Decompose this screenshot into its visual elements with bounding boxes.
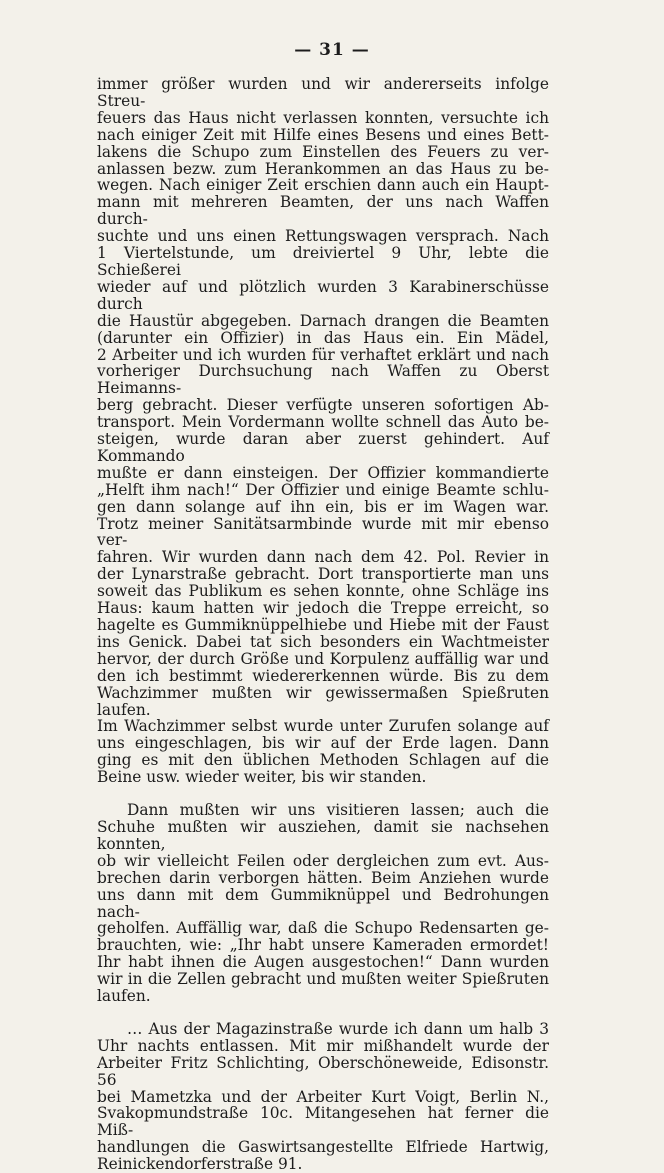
text-line: Haus: kaum hatten wir jedoch die Treppe erreicht, so bbox=[97, 599, 549, 618]
text-line: immer größer wurden und wir andererseits infolge Streu- bbox=[97, 75, 549, 110]
text-line: 1 Viertelstunde, um dreiviertel 9 Uhr, lebte die Schießerei bbox=[97, 244, 549, 279]
text-line: laufen. bbox=[97, 987, 151, 1006]
text-line: brechen darin verborgen hätten. Beim Anziehen wurde bbox=[97, 868, 549, 887]
text-line: Schuhe mußten wir ausziehen, damit sie nachsehen konnten, bbox=[97, 817, 549, 853]
text-line: berg gebracht. Dieser verfügte unseren sofortigen Ab- bbox=[97, 396, 549, 415]
text-line: handlungen die Gaswirtsangestellte Elfriede Hartwig, bbox=[97, 1138, 549, 1157]
text-line: wir in die Zellen gebracht und mußten weiter Spießruten bbox=[97, 970, 549, 989]
text-line: Arbeiter Fritz Schlichting, Oberschöneweide, Edisonstr. 56 bbox=[97, 1053, 549, 1089]
text-line: die Haustür abgegeben. Darnach drangen die Beamten bbox=[97, 311, 549, 330]
text-line: ob wir vielleicht Feilen oder dergleichen zum evt. Aus- bbox=[97, 851, 549, 870]
text-line: hagelte es Gummiknüppelhiebe und Hiebe mit der Faust bbox=[97, 616, 549, 634]
text-line: … Aus der Magazinstraße wurde ich dann um halb 3 bbox=[127, 1019, 549, 1038]
paragraph-gap bbox=[97, 786, 549, 802]
text-line: Beine usw. wieder weiter, bis wir standen. bbox=[97, 768, 427, 787]
text-line: bei Mametzka und der Arbeiter Kurt Voigt, Berlin N., bbox=[97, 1087, 549, 1106]
page-number: — 31 — bbox=[294, 40, 370, 60]
text-line: „Helft ihm nach!“ Der Offizier und einige Beamte schlu- bbox=[97, 480, 549, 499]
text-line: Uhr nachts entlassen. Mit mir mißhandelt wurde der bbox=[97, 1036, 549, 1055]
text-line: wieder auf und plötzlich wurden 3 Karabinerschüsse durch bbox=[97, 277, 549, 313]
text-line: fahren. Wir wurden dann nach dem 42. Pol. Revier in bbox=[97, 548, 549, 567]
paragraph-2 bbox=[97, 802, 549, 1005]
text-line: mann mit mehreren Beamten, der uns nach Waffen durch- bbox=[97, 193, 549, 229]
text-line: mußte er dann einsteigen. Der Offizier kommandierte bbox=[97, 463, 549, 482]
text-line: suchte und uns einen Rettungswagen versprach. Nach bbox=[97, 227, 549, 246]
text-line: uns dann mit dem Gummiknüppel und Bedrohungen nach- bbox=[97, 885, 549, 921]
text-line: Im Wachzimmer selbst wurde unter Zurufen solange auf bbox=[97, 717, 549, 736]
text-line: hervor, der durch Größe und Korpulenz auffällig war und bbox=[97, 649, 549, 668]
text-line: anlassen bezw. zum Herankommen an das Haus zu be- bbox=[97, 159, 549, 178]
text-line: Wachzimmer mußten wir gewissermaßen Spießruten laufen. bbox=[97, 683, 549, 719]
text-line: transport. Mein Vordermann wollte schnell das Auto be- bbox=[97, 413, 549, 432]
text-line: den ich bestimmt wiedererkennen würde. Bis zu dem bbox=[97, 666, 549, 685]
text-line: Dann mußten wir uns visitieren lassen; auch die bbox=[127, 801, 549, 820]
text-line: der Lynarstraße gebracht. Dort transportierte man uns bbox=[97, 565, 549, 584]
text-line: steigen, wurde daran aber zuerst gehindert. Auf Kommando bbox=[97, 430, 549, 465]
body-text bbox=[97, 76, 549, 1173]
text-line: nach einiger Zeit mit Hilfe eines Besens und eines Bett- bbox=[97, 125, 549, 144]
text-line: geholfen. Auffällig war, daß die Schupo Redensarten ge- bbox=[97, 919, 549, 938]
text-line: ging es mit den üblichen Methoden Schlagen auf die bbox=[97, 751, 549, 770]
text-line: (darunter ein Offizier) in das Haus ein. Ein Mädel, bbox=[97, 328, 549, 347]
text-line: uns eingeschlagen, bis wir auf der Erde lagen. Dann bbox=[97, 734, 549, 753]
text-line: 2 Arbeiter und ich wurden für verhaftet erklärt und nach bbox=[97, 345, 549, 364]
paragraph-3 bbox=[97, 1021, 549, 1173]
text-line: soweit das Publikum es sehen konnte, ohne Schläge ins bbox=[97, 582, 549, 601]
text-line: Trotz meiner Sanitätsarmbinde wurde mit mir ebenso ver- bbox=[97, 514, 549, 550]
text-line: Reinickendorferstraße 91. bbox=[97, 1155, 303, 1173]
text-line: wegen. Nach einiger Zeit erschien dann auch ein Haupt- bbox=[97, 176, 549, 195]
text-line: brauchten, wie: „Ihr habt unsere Kameraden ermordet! bbox=[97, 936, 549, 955]
text-line: lakens die Schupo zum Einstellen des Feuers zu ver- bbox=[97, 142, 549, 161]
text-line: gen dann solange auf ihn ein, bis er im Wagen war. bbox=[97, 497, 549, 516]
text-line: Svakopmundstraße 10c. Mitangesehen hat ferner die Miß- bbox=[97, 1104, 549, 1140]
text-line: ins Genick. Dabei tat sich besonders ein Wachtmeister bbox=[97, 632, 549, 651]
text-line: vorheriger Durchsuchung nach Waffen zu Oberst Heimanns- bbox=[97, 362, 549, 398]
text-line: Ihr habt ihnen die Augen ausgestochen!“ Dann wurden bbox=[97, 953, 549, 972]
paragraph-1 bbox=[97, 76, 549, 786]
paragraph-gap bbox=[97, 1005, 549, 1021]
text-line: feuers das Haus nicht verlassen konnten, versuchte ich bbox=[97, 108, 549, 127]
